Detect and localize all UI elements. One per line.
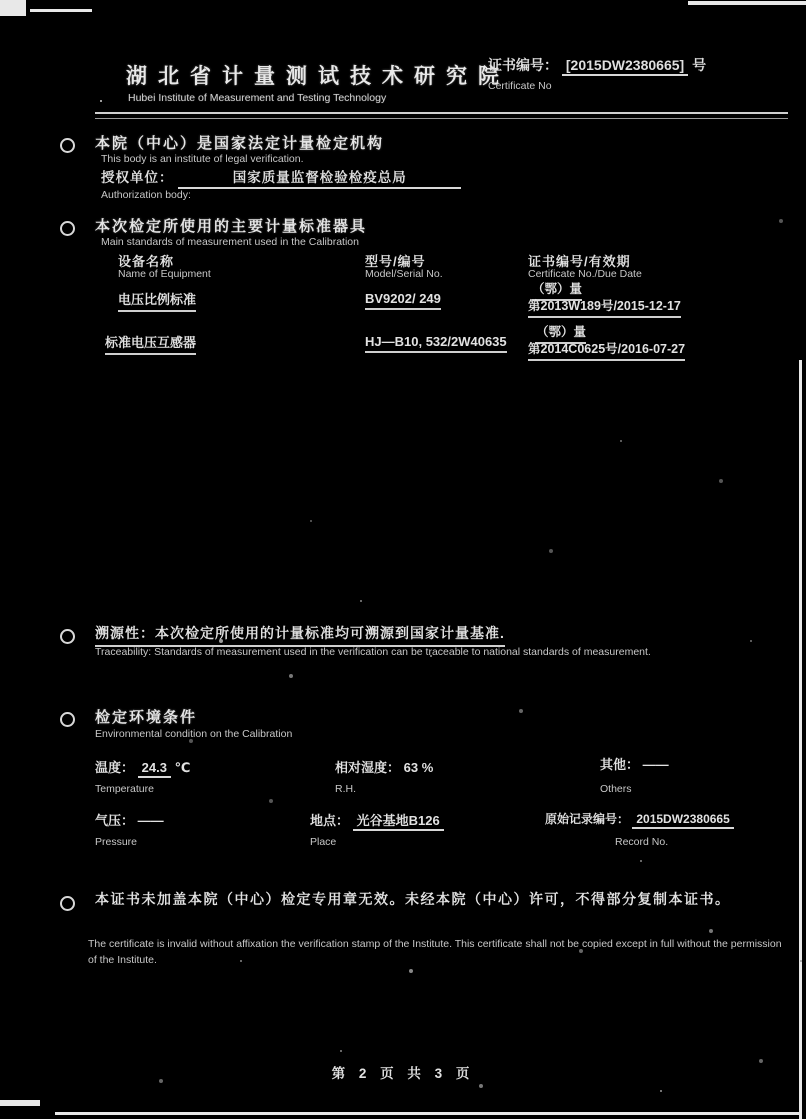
table-row-cert-line2: 第2013W189号/2015-12-17 <box>528 296 681 318</box>
col-header-model: 型号/编号 <box>365 254 426 269</box>
col-header-cert: 证书编号/有效期 <box>528 254 631 269</box>
scan-edge-right <box>799 360 802 1119</box>
authorization-label: 授权单位： <box>101 170 174 185</box>
notice-text-en: The certificate is invalid without affixation the verification stamp of the Institute. This certificate shall not be copied except in full without the permission of the Institute. <box>88 938 782 966</box>
bullet-icon <box>60 221 75 236</box>
humidity-field <box>335 757 433 776</box>
environment-title: 检定环境条件 <box>95 709 198 726</box>
col-header-cert-en: Certificate No./Due Date <box>528 268 642 280</box>
humidity-label: 相对湿度： <box>335 760 401 775</box>
others-label: 其他： <box>600 757 640 772</box>
certificate-number-label-en: Certificate No <box>488 80 552 92</box>
record-field <box>545 810 734 827</box>
temperature-label: 温度： <box>95 760 135 775</box>
table-row-cert-line1: （鄂）量 <box>536 322 586 344</box>
place-field <box>310 810 444 829</box>
authorization-row <box>101 166 461 189</box>
traceability-text: 溯源性：本次检定所使用的计量标准均可溯源到国家计量基准. <box>95 623 505 647</box>
scan-edge-bottom <box>55 1112 800 1115</box>
bullet-icon <box>60 712 75 727</box>
notice-text: 本证书未加盖本院（中心）检定专用章无效。未经本院（中心）许可，不得部分复制本证书。 <box>95 891 731 907</box>
table-row-equipment-name: 标准电压互感器 <box>105 332 196 355</box>
others-field <box>600 754 669 773</box>
col-header-equipment: 设备名称 <box>118 254 175 269</box>
institute-title: 湖北省计量测试技术研究院 <box>126 65 510 88</box>
col-header-equipment-en: Name of Equipment <box>118 268 211 280</box>
pressure-field <box>95 810 164 829</box>
bullet-icon <box>60 629 75 644</box>
bullet-icon <box>60 138 75 153</box>
standards-title: 本次检定所使用的主要计量标准器具 <box>95 218 368 235</box>
others-label-en: Others <box>600 783 632 795</box>
humidity-label-en: R.H. <box>335 783 356 795</box>
table-row-model: BV9202/ 249 <box>365 291 441 310</box>
scan-noise <box>100 100 102 102</box>
standards-title-en: Main standards of measurement used in the Calibration <box>101 236 359 248</box>
environment-title-en: Environmental condition on the Calibration <box>95 728 293 740</box>
temperature-field <box>95 757 190 776</box>
pressure-label: 气压： <box>95 813 135 828</box>
temperature-label-en: Temperature <box>95 783 154 795</box>
pressure-value: —— <box>137 813 164 828</box>
place-value: 光谷基地B126 <box>353 813 444 831</box>
scan-corner-artifact <box>0 0 26 16</box>
record-label: 原始记录编号： <box>545 812 630 826</box>
authorization-label-en: Authorization body: <box>101 189 191 201</box>
legal-title-en: This body is an institute of legal verification. <box>101 153 304 165</box>
table-row-cert-line2: 第2014C0625号/2016-07-27 <box>528 339 685 361</box>
col-header-model-en: Model/Serial No. <box>365 268 443 280</box>
bullet-icon <box>60 896 75 911</box>
table-row-equipment-name: 电压比例标准 <box>118 289 196 312</box>
place-label-en: Place <box>310 836 337 848</box>
table-row-model: HJ—B10, 532/2W40635 <box>365 334 507 353</box>
scan-edge-bottom-left <box>0 1100 40 1106</box>
page-number: 第 2 页 共 3 页 <box>331 1066 475 1081</box>
authorization-value: 国家质量监督检验检疫总局 <box>178 166 461 189</box>
certificate-number-value: [2015DW2380665] <box>562 57 688 76</box>
place-label: 地点： <box>310 813 350 828</box>
scan-edge-top-left <box>30 9 92 12</box>
header-divider <box>95 112 788 119</box>
others-value: —— <box>642 757 669 772</box>
certificate-number-row <box>488 55 706 75</box>
temperature-unit: ℃ <box>174 760 191 775</box>
institute-title-en: Hubei Institute of Measurement and Testing Technology <box>128 92 387 104</box>
traceability-text-en: Traceability: Standards of measurement used in the verification can be traceable to national standards of measurement. <box>95 646 651 658</box>
pressure-label-en: Pressure <box>95 836 138 848</box>
legal-title: 本院（中心）是国家法定计量检定机构 <box>95 135 385 152</box>
record-label-en: Record No. <box>615 836 669 848</box>
scan-edge-top-right <box>688 1 806 5</box>
temperature-value: 24.3 <box>138 760 171 778</box>
certificate-number-suffix: 号 <box>692 57 707 73</box>
record-value: 2015DW2380665 <box>632 812 733 829</box>
table-row-cert-line1: （鄂）量 <box>532 279 582 301</box>
certificate-number-label: 证书编号： <box>488 57 558 73</box>
humidity-value: 63 % <box>403 760 434 775</box>
